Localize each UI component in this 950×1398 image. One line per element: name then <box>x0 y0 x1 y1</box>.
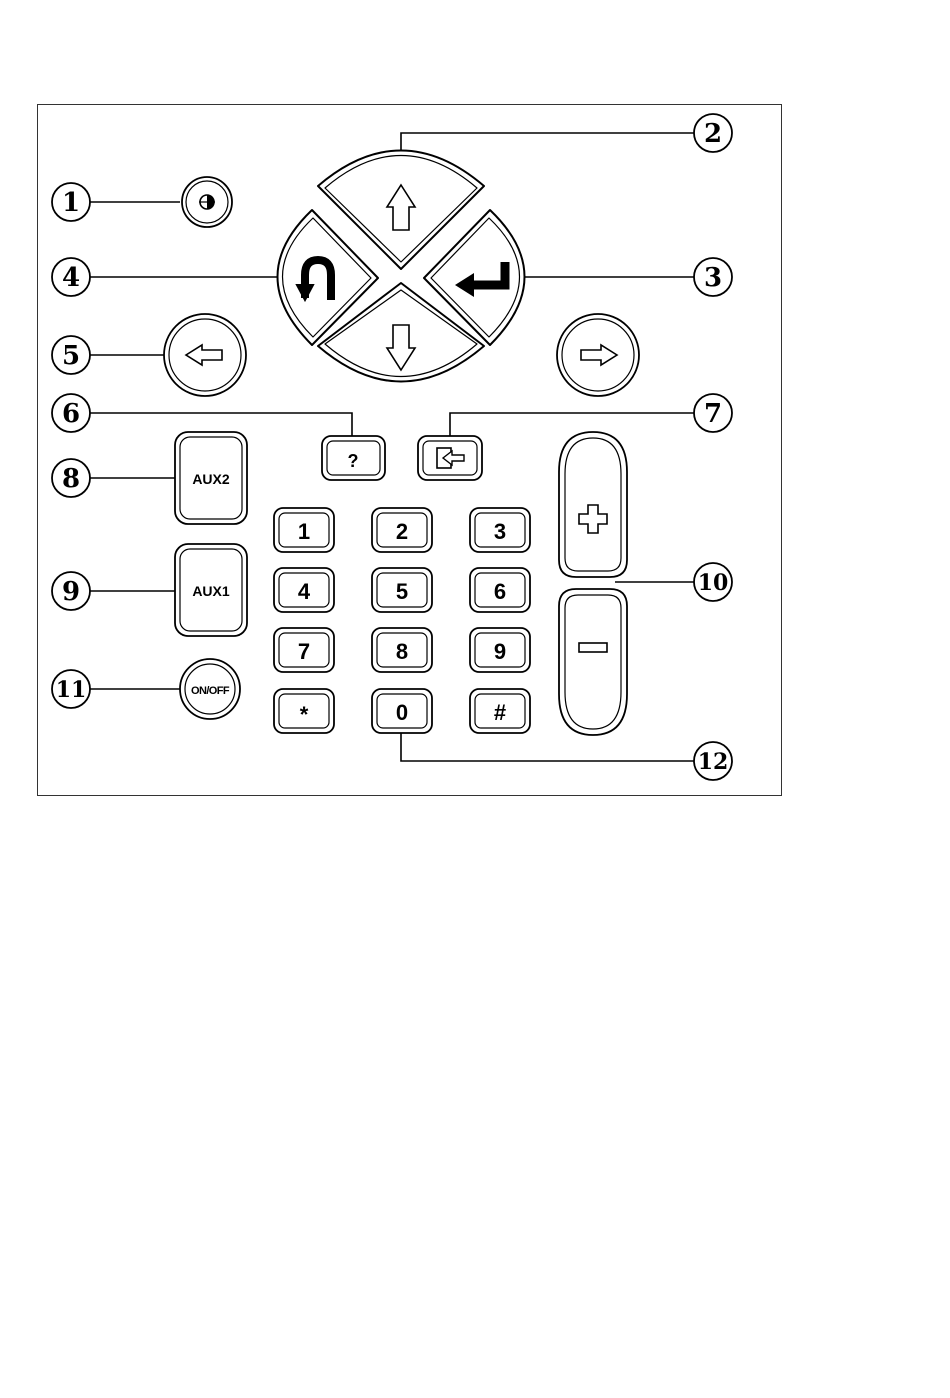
contrast-icon <box>199 195 215 209</box>
key-1[interactable] <box>274 508 334 552</box>
numeric-keypad <box>274 508 530 733</box>
key-2-label: 2 <box>395 519 409 544</box>
help-label: ? <box>347 451 359 471</box>
callout-10-label: 10 <box>697 570 729 596</box>
key-0-label: 0 <box>395 700 409 725</box>
key-2[interactable] <box>372 508 432 552</box>
key-9[interactable] <box>470 628 530 672</box>
power-button[interactable] <box>180 659 240 719</box>
callout-7 <box>694 394 732 432</box>
key-7-label: 7 <box>297 639 311 664</box>
key-3[interactable] <box>470 508 530 552</box>
callout-11-label: 11 <box>55 677 87 703</box>
callout-3-label: 3 <box>703 263 723 293</box>
key-4-label: 4 <box>297 579 311 604</box>
left-button[interactable] <box>164 314 246 396</box>
callout-4-label: 4 <box>61 263 81 293</box>
key-star[interactable] <box>274 689 334 733</box>
volume-up-button[interactable] <box>559 432 627 577</box>
menu-button[interactable] <box>418 436 482 480</box>
callout-12-label: 12 <box>697 749 729 775</box>
callout-1 <box>52 183 90 221</box>
callout-11 <box>52 670 90 708</box>
power-label: ON/OFF <box>191 685 229 697</box>
key-3-label: 3 <box>493 519 507 544</box>
callout-6-label: 6 <box>61 399 81 429</box>
key-5[interactable] <box>372 568 432 612</box>
minus-icon <box>579 643 607 652</box>
key-8-label: 8 <box>395 639 409 664</box>
key-hash[interactable] <box>470 689 530 733</box>
callout-9 <box>52 572 90 610</box>
volume-down-button[interactable] <box>559 589 627 735</box>
key-0[interactable] <box>372 689 432 733</box>
key-8[interactable] <box>372 628 432 672</box>
callout-4 <box>52 258 90 296</box>
key-6-label: 6 <box>493 579 507 604</box>
callout-7-label: 7 <box>703 399 723 429</box>
aux1-label: AUX1 <box>192 583 230 599</box>
callout-5 <box>52 336 90 374</box>
aux1-button[interactable] <box>175 544 247 636</box>
right-button[interactable] <box>557 314 639 396</box>
key-7[interactable] <box>274 628 334 672</box>
callout-2 <box>694 114 732 152</box>
aux2-button[interactable] <box>175 432 247 524</box>
callout-1-label: 1 <box>61 188 81 218</box>
key-6[interactable] <box>470 568 530 612</box>
contrast-button[interactable] <box>182 177 232 227</box>
callout-8-label: 8 <box>61 464 81 494</box>
key-hash-label: # <box>493 700 507 725</box>
key-5-label: 5 <box>395 579 409 604</box>
key-1-label: 1 <box>297 519 311 544</box>
callout-10 <box>694 563 732 601</box>
callout-5-label: 5 <box>61 341 81 371</box>
callout-12 <box>694 742 732 780</box>
callout-6 <box>52 394 90 432</box>
key-star-label: * <box>299 702 309 727</box>
callout-2-label: 2 <box>703 119 723 149</box>
callout-3 <box>694 258 732 296</box>
aux2-label: AUX2 <box>192 471 230 487</box>
dpad <box>278 151 525 382</box>
key-4[interactable] <box>274 568 334 612</box>
key-9-label: 9 <box>493 639 507 664</box>
callout-9-label: 9 <box>61 577 81 607</box>
callout-8 <box>52 459 90 497</box>
leader-12 <box>401 720 694 761</box>
help-button[interactable] <box>322 436 385 480</box>
